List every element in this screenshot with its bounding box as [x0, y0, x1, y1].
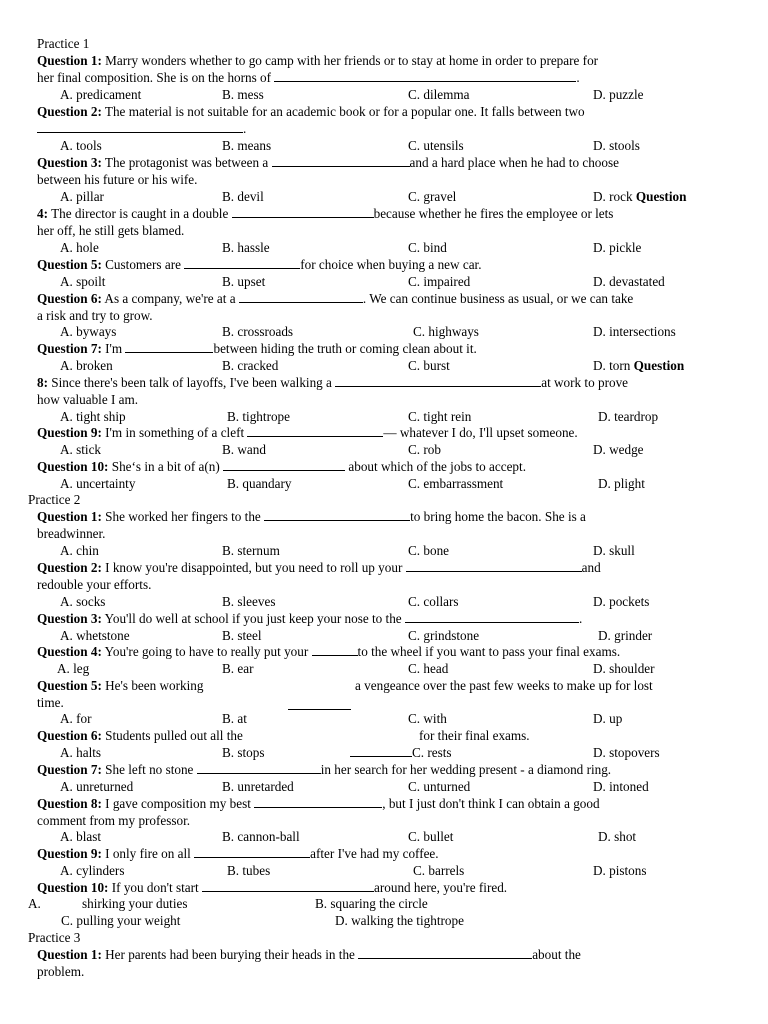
p1-q3-line2: between his future or his wife. — [37, 172, 198, 187]
option-c: C. unturned — [408, 779, 471, 794]
option-d: D. up — [593, 711, 623, 726]
question-number: Question 3: — [37, 155, 102, 170]
option-c: C. tight rein — [408, 409, 472, 424]
answer-blank — [405, 611, 579, 623]
option-d: D. stools — [593, 138, 640, 153]
option-c: C. burst — [408, 358, 450, 373]
option-b: B. quandary — [227, 476, 292, 491]
question-text: The director is caught in a double — [51, 206, 229, 221]
question-number: Question 10: — [37, 459, 109, 474]
practice-1-title: Practice 1 — [37, 36, 90, 51]
question-number: 8: — [37, 375, 48, 390]
question-text: about the — [532, 947, 581, 962]
option-c: C. bone — [408, 543, 450, 558]
question-text: between hiding the truth or coming clean about it. — [213, 341, 477, 356]
option-c: C. grindstone — [408, 628, 480, 643]
option-c: C. barrels — [413, 863, 465, 878]
option-a: A. socks — [60, 594, 106, 609]
question-text: She worked her fingers to the — [105, 509, 261, 524]
option-b: B. devil — [222, 189, 264, 204]
question-text: I'm in something of a cleft — [105, 425, 245, 440]
question-number: Question 5: — [37, 678, 102, 693]
option-d: D. puzzle — [593, 87, 644, 102]
option-d: D. pistons — [593, 863, 647, 878]
p2-q8-line2: comment from my professor. — [37, 813, 191, 828]
p2-q10-line1 — [37, 879, 507, 896]
question-text: Marry wonders whether to go camp with her friends or to stay at home in order to prepare for — [105, 53, 599, 68]
question-text: Her parents had been burying their heads in the — [105, 947, 355, 962]
option-c: C. gravel — [408, 189, 457, 204]
option-d: D. walking the tightrope — [335, 913, 464, 928]
p2-q9-line1 — [37, 845, 439, 862]
p1-q9-line1 — [37, 424, 578, 441]
option-d: D. teardrop — [598, 409, 659, 424]
answer-blank — [239, 291, 363, 303]
option-b: B. unretarded — [222, 779, 294, 794]
question-text: I only fire on all — [105, 846, 191, 861]
option-a: A. blast — [60, 829, 102, 844]
answer-blank — [406, 560, 582, 572]
answer-blank — [335, 375, 541, 387]
question-number: Question 10: — [37, 880, 109, 895]
p1-q4-line1 — [37, 205, 613, 222]
p2-q5-line1 — [37, 677, 203, 694]
option-d: D. intoned — [593, 779, 649, 794]
question-text: around here, you're fired. — [374, 880, 508, 895]
option-a: A. chin — [60, 543, 99, 558]
answer-blank — [264, 509, 410, 521]
question-text: at work to prove — [541, 375, 629, 390]
option-c: C. utensils — [408, 138, 464, 153]
question-text: You'll do well at school if you just keep your nose to the — [104, 611, 402, 626]
option-a: A. uncertainty — [60, 476, 136, 491]
question-number: Question — [635, 189, 687, 204]
option-a: A. predicament — [60, 87, 142, 102]
question-number: Question 6: — [37, 291, 102, 306]
p1-q4-line2: her off, he still gets blamed. — [37, 223, 185, 238]
answer-blank — [197, 762, 321, 774]
p3-q1-line2: problem. — [37, 964, 85, 979]
question-text: She left no stone — [105, 762, 194, 777]
p1-q8-line1 — [37, 374, 628, 391]
question-number: Question 7: — [37, 341, 102, 356]
answer-blank — [194, 846, 310, 858]
p2-q5-line1-cont: a vengeance over the past few weeks to make up for lost — [355, 678, 653, 693]
question-text: — whatever I do, I'll upset someone. — [383, 425, 578, 440]
option-c: C. head — [408, 661, 449, 676]
option-a: A. tools — [60, 138, 102, 153]
question-text: Students pulled out all the — [105, 728, 243, 743]
answer-blank — [125, 341, 213, 353]
option-c: C. highways — [413, 324, 479, 339]
question-number: Question 5: — [37, 257, 102, 272]
question-text: and a hard place when he had to choose — [409, 155, 619, 170]
option-c: C. embarrassment — [408, 476, 504, 491]
option-d-text: D. torn — [593, 358, 631, 373]
question-number: Question 2: — [37, 104, 102, 119]
question-number: Question 9: — [37, 846, 102, 861]
question-text: because whether he fires the employee or lets — [373, 206, 614, 221]
question-number: Question 7: — [37, 762, 102, 777]
question-number: Question 1: — [37, 53, 102, 68]
question-text: The material is not suitable for an academic book or for a popular one. It falls between two — [104, 104, 585, 119]
p2-q3-line1 — [37, 610, 582, 627]
answer-blank — [202, 880, 374, 892]
option-a: A. broken — [60, 358, 113, 373]
answer-blank — [312, 644, 358, 656]
p2-q2-line1 — [37, 559, 601, 576]
question-text: Customers are — [105, 257, 181, 272]
question-number: Question 2: — [37, 560, 102, 575]
question-number: Question 1: — [37, 509, 102, 524]
option-c: C. collars — [408, 594, 459, 609]
option-c: C. pulling your weight — [61, 913, 181, 928]
question-text: If you don't start — [111, 880, 199, 895]
p1-q1-line2 — [37, 69, 580, 86]
answer-blank — [247, 425, 383, 437]
punctuation: . — [243, 121, 247, 136]
option-c-text: C. rests — [412, 745, 452, 760]
option-b: B. mess — [222, 87, 264, 102]
p2-q1-line2: breadwinner. — [37, 526, 106, 541]
option-c: C. bind — [408, 240, 447, 255]
question-number: Question 8: — [37, 796, 102, 811]
p2-q8-line1 — [37, 795, 600, 812]
question-text: The protagonist was between a — [104, 155, 269, 170]
option-d: D. plight — [598, 476, 645, 491]
option-a: A. tight ship — [60, 409, 126, 424]
option-a: A. byways — [60, 324, 117, 339]
option-d — [593, 188, 686, 205]
answer-blank — [254, 796, 382, 808]
option-d: D. shot — [598, 829, 637, 844]
option-a: A. stick — [60, 442, 102, 457]
option-d: D. skull — [593, 543, 635, 558]
answer-blank — [184, 257, 300, 269]
option-b: B. sleeves — [222, 594, 276, 609]
option-d: D. wedge — [593, 442, 644, 457]
p2-q7-line1 — [37, 761, 611, 778]
question-text: I know you're disappointed, but you need to roll up your — [105, 560, 403, 575]
option-d: D. devastated — [593, 274, 665, 289]
answer-blank — [350, 745, 412, 757]
p1-q3-line1 — [37, 154, 619, 171]
question-text: As a company, we're at a — [104, 291, 236, 306]
option-b: B. upset — [222, 274, 266, 289]
question-text: You're going to have to really put your — [104, 644, 309, 659]
p1-q10-line1 — [37, 458, 526, 475]
p2-q5-line2: time. — [37, 695, 64, 710]
p1-q2-line1 — [37, 103, 585, 120]
answer-blank — [223, 459, 345, 471]
option-b: B. tubes — [227, 863, 271, 878]
p1-q6-line1 — [37, 290, 633, 307]
option-b: B. wand — [222, 442, 266, 457]
option-c: C. dilemma — [408, 87, 470, 102]
question-text: in her search for her wedding present - a diamond ring. — [320, 762, 612, 777]
practice-2-title: Practice 2 — [28, 492, 81, 507]
question-number: Question 9: — [37, 425, 102, 440]
punctuation: . — [576, 70, 580, 85]
question-text: . We can continue business as usual, or we can take — [362, 291, 634, 306]
answer-blank — [288, 709, 351, 710]
option-d — [593, 357, 684, 374]
answer-blank — [358, 947, 532, 959]
p2-q2-line2: redouble your efforts. — [37, 577, 152, 592]
option-c: C. bullet — [408, 829, 454, 844]
option-d: D. shoulder — [593, 661, 655, 676]
question-text: I'm — [105, 341, 123, 356]
question-number: Question 3: — [37, 611, 102, 626]
p1-q1-line1 — [37, 52, 598, 69]
question-number: Question — [633, 358, 685, 373]
p1-q5-line1 — [37, 256, 482, 273]
question-text: after I've had my coffee. — [310, 846, 439, 861]
option-b: B. stops — [222, 745, 265, 760]
option-c: C. rob — [408, 442, 441, 457]
p2-q6-line1-cont: for their final exams. — [419, 728, 530, 743]
option-d: D. pockets — [593, 594, 650, 609]
p2-q4-line1 — [37, 643, 620, 660]
p1-q6-line2: a risk and try to grow. — [37, 308, 153, 323]
option-b: B. crossroads — [222, 324, 294, 339]
question-number: Question 6: — [37, 728, 102, 743]
question-text: Since there's been talk of layoffs, I've been walking a — [51, 375, 332, 390]
option-c: C. with — [408, 711, 447, 726]
option-b: B. cracked — [222, 358, 279, 373]
option-b: B. means — [222, 138, 272, 153]
p1-q2-line2 — [37, 120, 246, 137]
practice-3-title: Practice 3 — [28, 930, 81, 945]
question-number: 4: — [37, 206, 48, 221]
option-d: D. pickle — [593, 240, 642, 255]
answer-blank — [272, 155, 410, 167]
option-a: A. leg — [57, 661, 90, 676]
option-b: B. hassle — [222, 240, 270, 255]
question-text: to the wheel if you want to pass your final exams. — [357, 644, 621, 659]
option-a: A. spoilt — [60, 274, 106, 289]
question-text: , but I just don't think I can obtain a good — [382, 796, 600, 811]
option-a: shirking your duties — [82, 896, 188, 911]
answer-blank — [37, 121, 243, 133]
option-a: A. hole — [60, 240, 99, 255]
option-d: D. grinder — [598, 628, 653, 643]
question-text: to bring home the bacon. She is a — [410, 509, 586, 524]
punctuation: . — [578, 611, 583, 626]
question-number: Question 1: — [37, 947, 102, 962]
option-a: A. unreturned — [60, 779, 134, 794]
question-text: her final composition. She is on the horns of — [37, 70, 272, 85]
question-text: She‘s in a bit of a(n) — [111, 459, 220, 474]
p2-q1-line1 — [37, 508, 586, 525]
question-text: I gave composition my best — [105, 796, 251, 811]
option-a-letter: A. — [28, 896, 41, 911]
option-a: A. whetstone — [60, 628, 130, 643]
option-b: B. sternum — [222, 543, 280, 558]
option-c: C. impaired — [408, 274, 471, 289]
option-a: A. for — [60, 711, 92, 726]
p3-q1-line1 — [37, 946, 581, 963]
option-b: B. steel — [222, 628, 262, 643]
question-text: about which of the jobs to accept. — [348, 459, 526, 474]
option-b: B. tightrope — [227, 409, 291, 424]
option-b: B. squaring the circle — [315, 896, 428, 911]
question-text: He's been working — [105, 678, 204, 693]
option-b: B. cannon-ball — [222, 829, 300, 844]
option-a: A. halts — [60, 745, 102, 760]
question-number: Question 4: — [37, 644, 102, 659]
option-b: B. at — [222, 711, 247, 726]
option-d-text: D. rock — [593, 189, 633, 204]
option-a: A. pillar — [60, 189, 104, 204]
p1-q8-line2: how valuable I am. — [37, 392, 139, 407]
answer-blank — [274, 70, 576, 82]
option-d: D. intersections — [593, 324, 676, 339]
option-b: B. ear — [222, 661, 254, 676]
p1-q7-line1 — [37, 340, 477, 357]
answer-blank — [232, 206, 374, 218]
question-text: for choice when buying a new car. — [300, 257, 482, 272]
option-c — [350, 744, 452, 761]
option-a: A. cylinders — [60, 863, 125, 878]
option-d: D. stopovers — [593, 745, 660, 760]
question-text: and — [581, 560, 601, 575]
p2-q6-line1 — [37, 727, 243, 744]
